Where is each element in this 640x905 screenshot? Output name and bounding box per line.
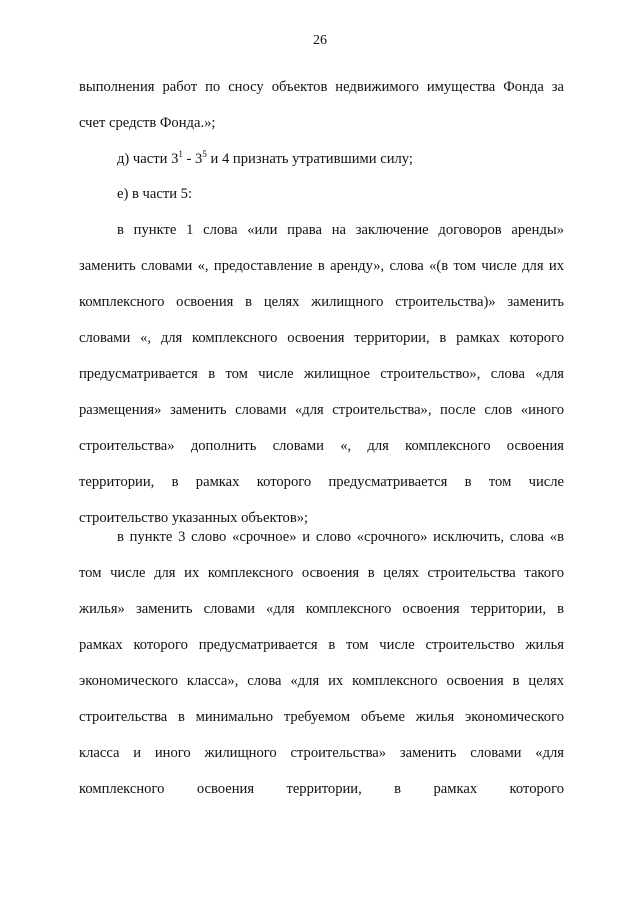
text-line: размещения» заменить словами «для строительства», после слов «иного: [79, 402, 564, 418]
text-line: выполнения работ по сносу объектов недвижимого имущества Фонда за: [79, 79, 564, 95]
paragraph-point-1: [79, 221, 564, 527]
text-line: класса и иного жилищного строительства» заменить словами «для: [79, 745, 564, 761]
text-line: счет средств Фонда.»;: [79, 115, 216, 131]
item-d-prefix: д) части 3: [117, 151, 179, 167]
text-line: экономического класса», слова «для их комплексного освоения в целях: [79, 673, 564, 689]
text-line: комплексного освоения территории, в рамках которого: [79, 781, 564, 797]
item-d-paragraph: [79, 150, 602, 168]
item-d-superscript-1: 1: [178, 149, 183, 159]
text-line: строительство указанных объектов»;: [79, 510, 309, 526]
text-line: заменить словами «, предоставление в аренду», слова «(в том числе для их: [79, 258, 564, 274]
text-line: территории, в рамках которого предусматривается в том числе: [79, 474, 564, 490]
text-line: в пункте 1 слова «или права на заключение договоров аренды»: [117, 222, 564, 238]
item-e-paragraph: [79, 185, 602, 203]
paragraph-point-3: [79, 528, 564, 798]
paragraph-demolition-ending: [79, 78, 564, 132]
text-line: том числе для их комплексного освоения в целях строительства такого: [79, 565, 564, 581]
item-d-middle: - 3: [182, 151, 203, 167]
text-line: предусматривается в том числе жилищное строительство», слова «для: [79, 366, 564, 382]
item-e-text: е) в части 5:: [117, 186, 193, 202]
item-d-superscript-5: 5: [202, 149, 207, 159]
text-line: рамках которого предусматривается в том числе строительство жилья: [79, 637, 564, 653]
text-line: строительства в минимально требуемом объеме жилья экономического: [79, 709, 564, 725]
item-d-suffix: и 4 признать утратившими силу;: [206, 151, 413, 167]
page-number: 26: [313, 33, 327, 48]
text-line: комплексного освоения в целях жилищного строительства)» заменить: [79, 294, 564, 310]
text-line: словами «, для комплексного освоения территории, в рамках которого: [79, 330, 564, 346]
text-line: в пункте 3 слово «срочное» и слово «срочного» исключить, слова «в: [117, 529, 564, 545]
text-line: жилья» заменить словами «для комплексного освоения территории, в: [79, 601, 564, 617]
text-line: строительства» дополнить словами «, для комплексного освоения: [79, 438, 564, 454]
